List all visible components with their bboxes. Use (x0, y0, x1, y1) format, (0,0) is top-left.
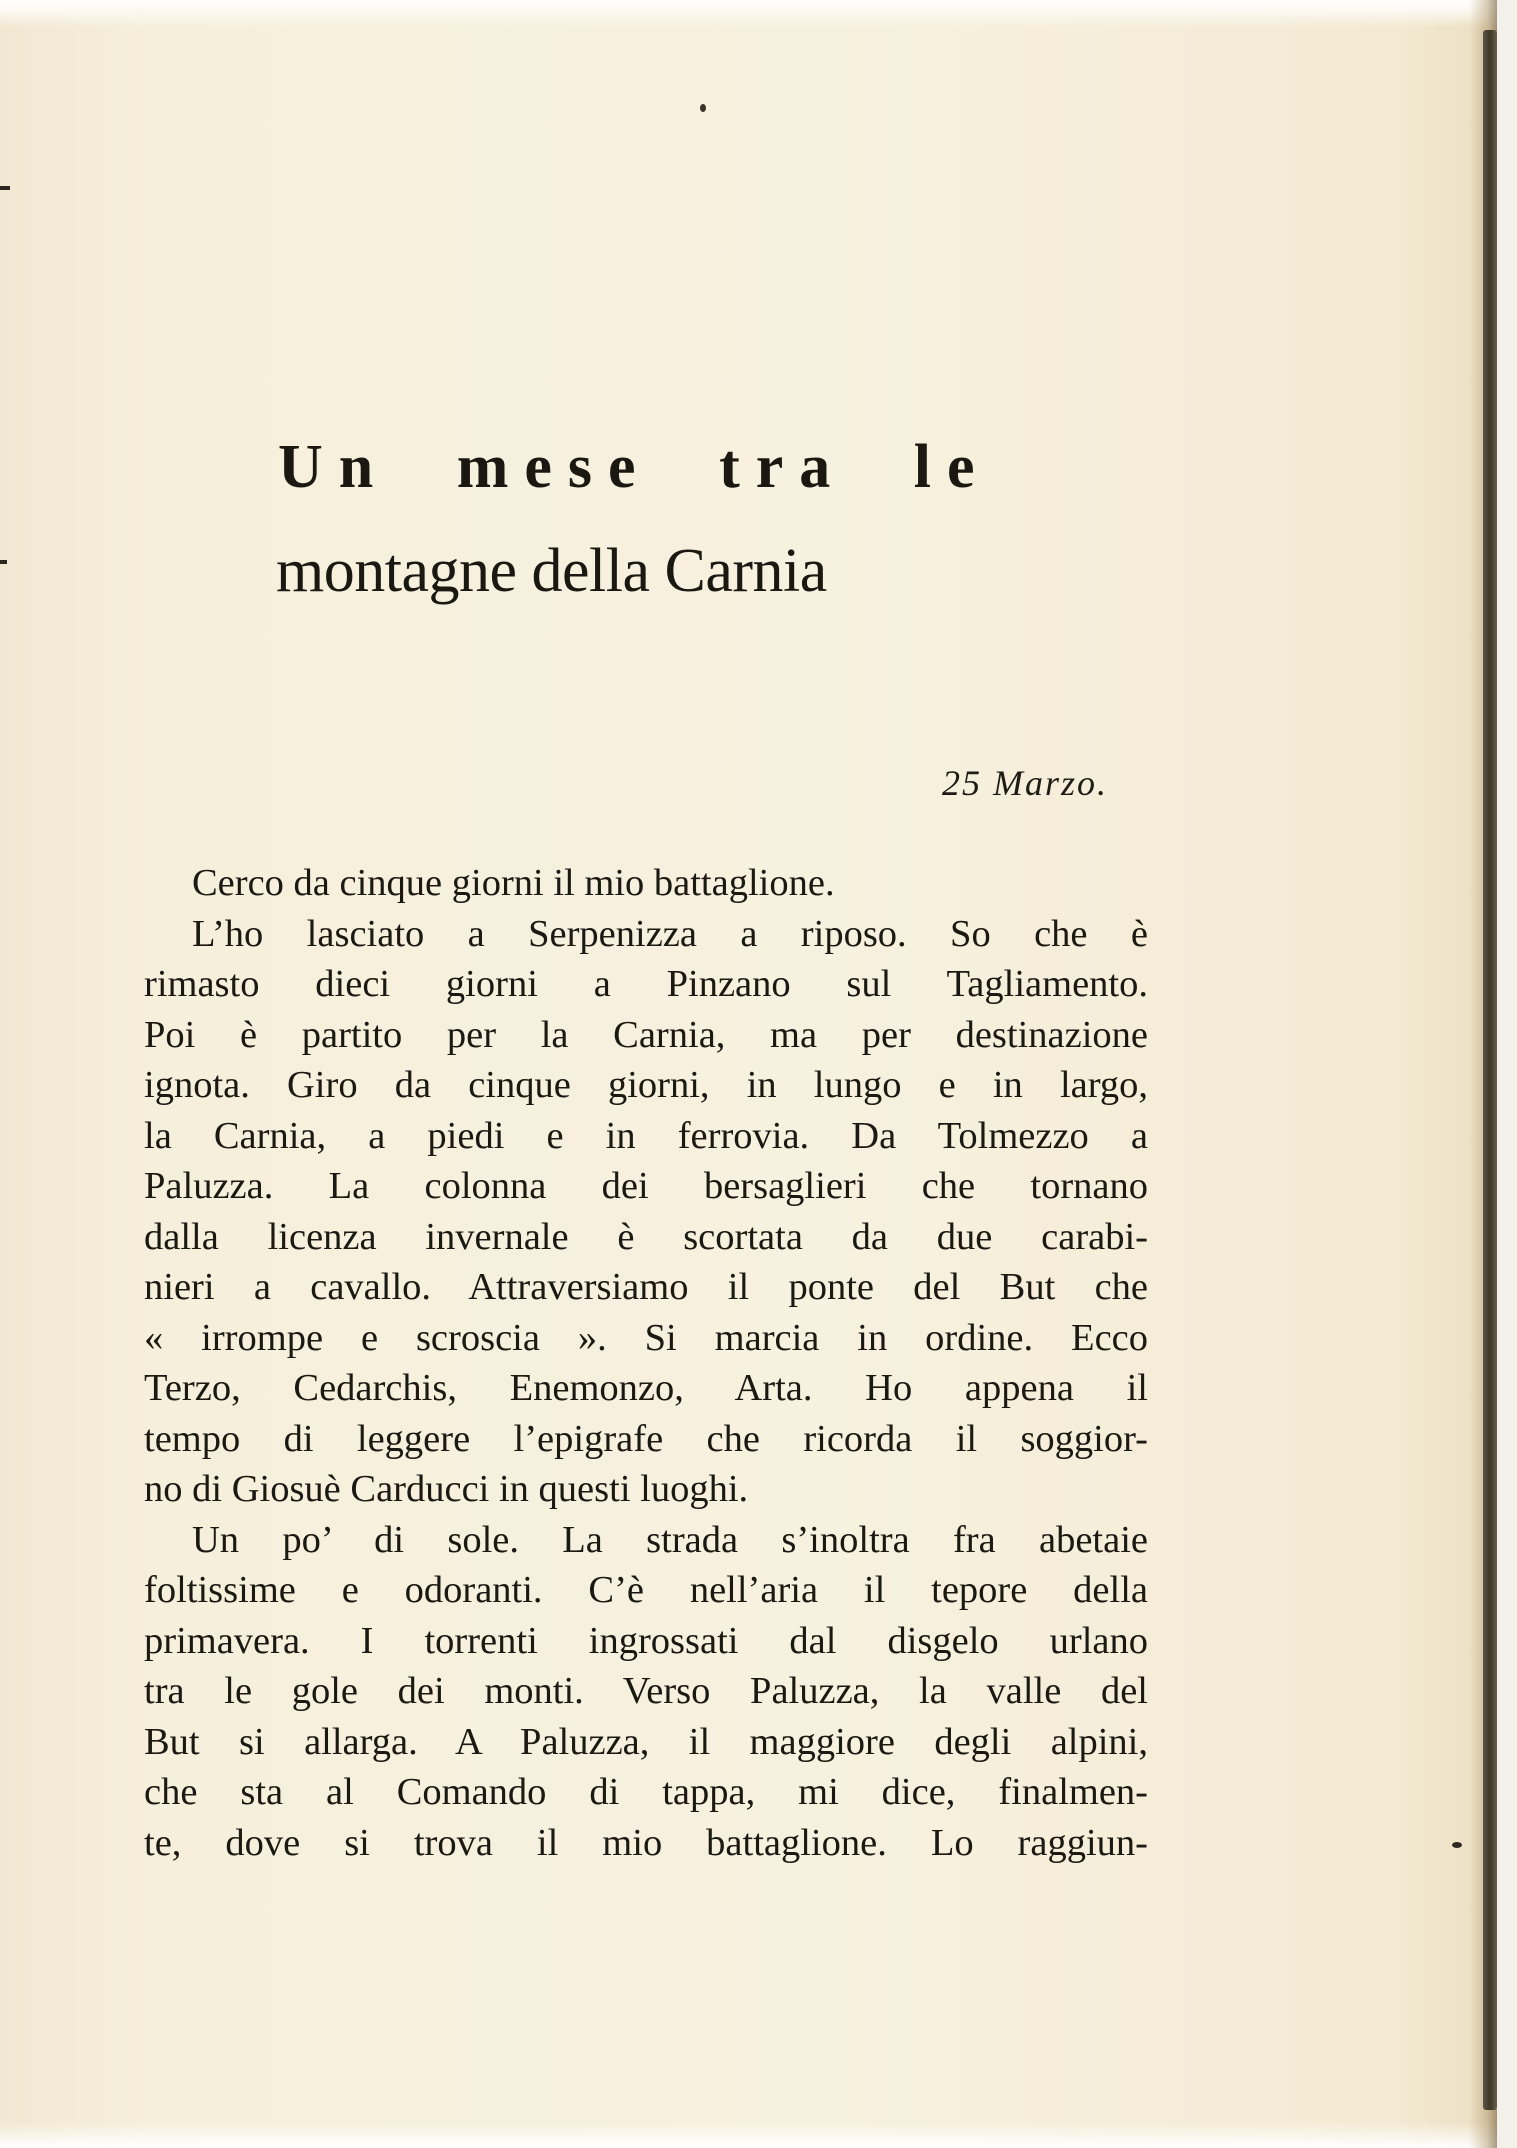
chapter-title-line-1: Un mese tra le (278, 433, 991, 501)
body-line: Paluzza. La colonna dei bersaglieri che tornano (144, 1165, 1148, 1207)
body-line: tra le gole dei monti. Verso Paluzza, la valle del (144, 1670, 1148, 1712)
book-binding (1483, 30, 1497, 2110)
body-line: no di Giosuè Carducci in questi luoghi. (144, 1468, 749, 1510)
entry-date: 25 Marzo. (941, 763, 1108, 803)
body-line: Terzo, Cedarchis, Enemonzo, Arta. Ho appena il (144, 1367, 1148, 1409)
page-top-edge (0, 0, 1517, 28)
body-text (144, 858, 1148, 1868)
body-line: primavera. I torrenti ingrossati dal disgelo urlano (144, 1619, 1148, 1662)
body-line: L’ho lasciato a Serpenizza a riposo. So che è (192, 912, 1148, 955)
body-line: foltissime e odoranti. C’è nell’aria il tepore della (144, 1569, 1148, 1611)
body-line: nieri a cavallo. Attraversiamo il ponte del But che (144, 1266, 1148, 1308)
body-line: dalla licenza invernale è scortata da due carabi- (144, 1215, 1148, 1258)
body-line: Poi è partito per la Carnia, ma per destinazione (144, 1013, 1148, 1056)
binding-margin (1497, 0, 1517, 2148)
body-line: tempo di leggere l’epigrafe che ricorda il soggior- (144, 1417, 1148, 1460)
ink-speck (1452, 1842, 1462, 1848)
margin-mark (0, 560, 7, 564)
body-line: ignota. Giro da cinque giorni, in lungo e in largo, (144, 1064, 1148, 1106)
body-line: Un po’ di sole. La strada s’inoltra fra abetaie (192, 1518, 1148, 1561)
body-line: Cerco da cinque giorni il mio battaglione. (192, 862, 835, 904)
body-line: che sta al Comando di tappa, mi dice, finalmen- (144, 1771, 1148, 1813)
body-line: te, dove si trova il mio battaglione. Lo raggiun- (144, 1821, 1148, 1864)
page-bottom-edge (0, 2122, 1517, 2148)
body-line: « irrompe e scroscia ». Si marcia in ordine. Ecco (144, 1316, 1148, 1359)
chapter-title-line-2: montagne della Carnia (276, 537, 827, 605)
body-line: la Carnia, a piedi e in ferrovia. Da Tolmezzo a (144, 1114, 1148, 1157)
ink-speck (700, 104, 706, 112)
body-line: But si allarga. A Paluzza, il maggiore degli alpini, (144, 1720, 1148, 1763)
margin-mark (0, 186, 10, 190)
body-line: rimasto dieci giorni a Pinzano sul Tagliamento. (144, 963, 1148, 1005)
